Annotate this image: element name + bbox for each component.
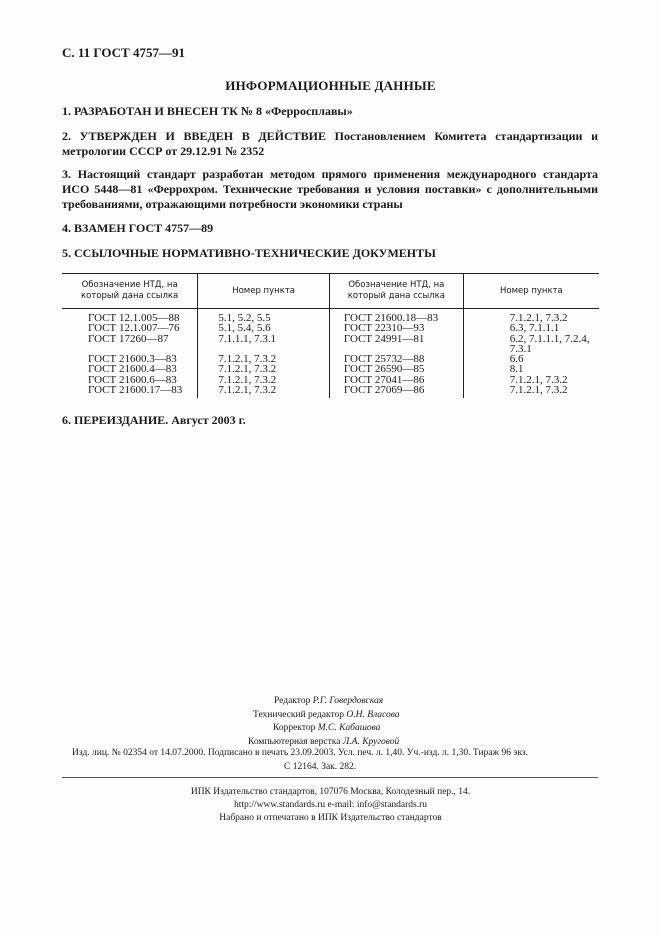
table-row (62, 309, 599, 324)
table-cell: ГОСТ 22310—93 (329, 323, 463, 333)
printer-note: Набрано и отпечатано в ИПК Издательство стандартов (219, 813, 442, 823)
column-header: Номер пункта (198, 274, 330, 309)
item-lead: Настоящий стандарт разработан методом прямого применения международного стандарта ИСО 5448—81 «Феррохром. Технические требования и условия поставки» с дополнительными требованиями, отражающими потребности экономики страны (62, 167, 599, 211)
publication-info (72, 746, 592, 774)
divider (62, 777, 598, 778)
table-cell: ГОСТ 21600.18—83 (329, 309, 463, 324)
table-cell: ГОСТ 24991—81 (329, 334, 463, 355)
table-cell: 8.1 (509, 363, 524, 376)
info-item-6 (62, 413, 598, 428)
item-text: Постановлением Комитета стандартизации и метрологии СССР от 29.12.91 № 2352 (62, 129, 599, 158)
column-header: Обозначение НТД, на который дана ссылка (62, 274, 198, 309)
item-number: 5. (62, 246, 71, 260)
credit-name: Л.А. Круговой (342, 736, 400, 747)
table-cell: 7.1.2.1, 7.3.2 (509, 373, 568, 386)
table-cell: ГОСТ 21600.6—83 (62, 375, 198, 385)
credit-role: Корректор (273, 723, 316, 733)
credit-proofreader (273, 722, 380, 736)
section-title: ИНФОРМАЦИОННЫЕ ДАННЫЕ (225, 78, 436, 93)
table-cell: ГОСТ 27041—86 (329, 375, 463, 385)
column-header: Обозначение НТД, на который дана ссылка (329, 274, 463, 309)
credit-role: Компьютерная верстка (248, 736, 341, 747)
table-cell: 7.1.2.1, 7.3.2 (198, 385, 330, 398)
table-cell: ГОСТ 21600.17—83 (62, 385, 198, 398)
publisher-address: ИПК Издательство стандартов, 107076 Москва, Колодезный пер., 14. (190, 787, 471, 797)
table-cell: ГОСТ 21600.4—83 (62, 364, 198, 374)
credit-name: Р.Г. Говердовская (312, 696, 384, 706)
table-cell: 7.1.2.1, 7.3.2 (509, 384, 568, 397)
item-lead: ВЗАМЕН ГОСТ 4757—89 (74, 221, 214, 235)
table-cell: 6.3, 7.1.1.1 (509, 322, 560, 335)
table-cell: ГОСТ 27069—86 (329, 385, 463, 398)
credit-role: Редактор (274, 696, 311, 706)
publisher-contacts: http://www.standards.ru e-mail: info@standards.ru (233, 800, 428, 810)
table-cell: ГОСТ 17260—87 (62, 334, 198, 355)
table-cell: 5.1, 5.4, 5.6 (198, 323, 330, 333)
table-cell: 5.1, 5.2, 5.5 (198, 309, 330, 324)
table-cell: ГОСТ 21600.3—83 (62, 354, 198, 364)
reference-documents-table (62, 273, 599, 398)
item-number: 1. (62, 104, 71, 118)
table-cell: ГОСТ 26590—85 (329, 364, 463, 374)
publication-line: Изд. лиц. № 02354 от 14.07.2000. Подписано в печать 23.09.2003. Усл. печ. л. 1,40. Уч.-изд. л. 1,30. Тираж 96 экз. (72, 748, 529, 758)
table-row (62, 385, 599, 398)
column-header: Номер пункта (463, 274, 599, 309)
item-number: 6. (62, 413, 71, 427)
item-number: 4. (62, 221, 71, 235)
table-cell: 7.1.2.1, 7.3.2 (509, 312, 568, 324)
table-cell: 7.1.2.1, 7.3.2 (198, 364, 330, 374)
table-cell: ГОСТ 25732—88 (329, 354, 463, 364)
item-number: 2. (62, 129, 71, 143)
table-cell: 6.6 (509, 353, 524, 366)
item-lead: РАЗРАБОТАН И ВНЕСЕН ТК № 8 «Ферросплавы» (74, 104, 353, 118)
table-cell: 7.1.2.1, 7.3.2 (198, 354, 330, 364)
item-lead: ССЫЛОЧНЫЕ НОРМАТИВНО-ТЕХНИЧЕСКИЕ ДОКУМЕНТЫ (74, 246, 436, 260)
publication-line: С 12164. Зак. 282. (284, 762, 357, 772)
credit-tech-editor (253, 709, 400, 723)
table-header-row (62, 274, 599, 309)
info-item-1 (62, 104, 598, 119)
info-item-5 (62, 246, 598, 261)
table-row (62, 334, 599, 355)
table-cell: 6.2, 7.1.1.1, 7.2.4, 7.3.1 (509, 332, 590, 355)
info-item-2 (62, 129, 598, 159)
item-number: 3. (62, 167, 71, 181)
credit-role: Технический редактор (253, 709, 344, 720)
table-cell: 7.1.1.1, 7.3.1 (198, 334, 330, 355)
page-header: С. 11 ГОСТ 4757—91 (62, 45, 185, 60)
item-lead: УТВЕРЖДЕН И ВВЕДЕН В ДЕЙСТВИЕ (79, 129, 326, 143)
credit-editor (274, 695, 383, 709)
info-item-4 (62, 221, 598, 236)
table-cell: ГОСТ 12.1.005—88 (62, 309, 198, 324)
info-item-3 (62, 167, 598, 212)
publisher-footer (0, 786, 661, 825)
table-cell: 7.1.2.1, 7.3.2 (198, 375, 330, 385)
table-cell: ГОСТ 12.1.007—76 (62, 323, 198, 333)
credit-name: О.Н. Власова (346, 709, 400, 720)
item-lead: ПЕРЕИЗДАНИЕ. Август 2003 г. (74, 413, 246, 427)
credit-name: М.С. Кабашова (317, 723, 381, 733)
